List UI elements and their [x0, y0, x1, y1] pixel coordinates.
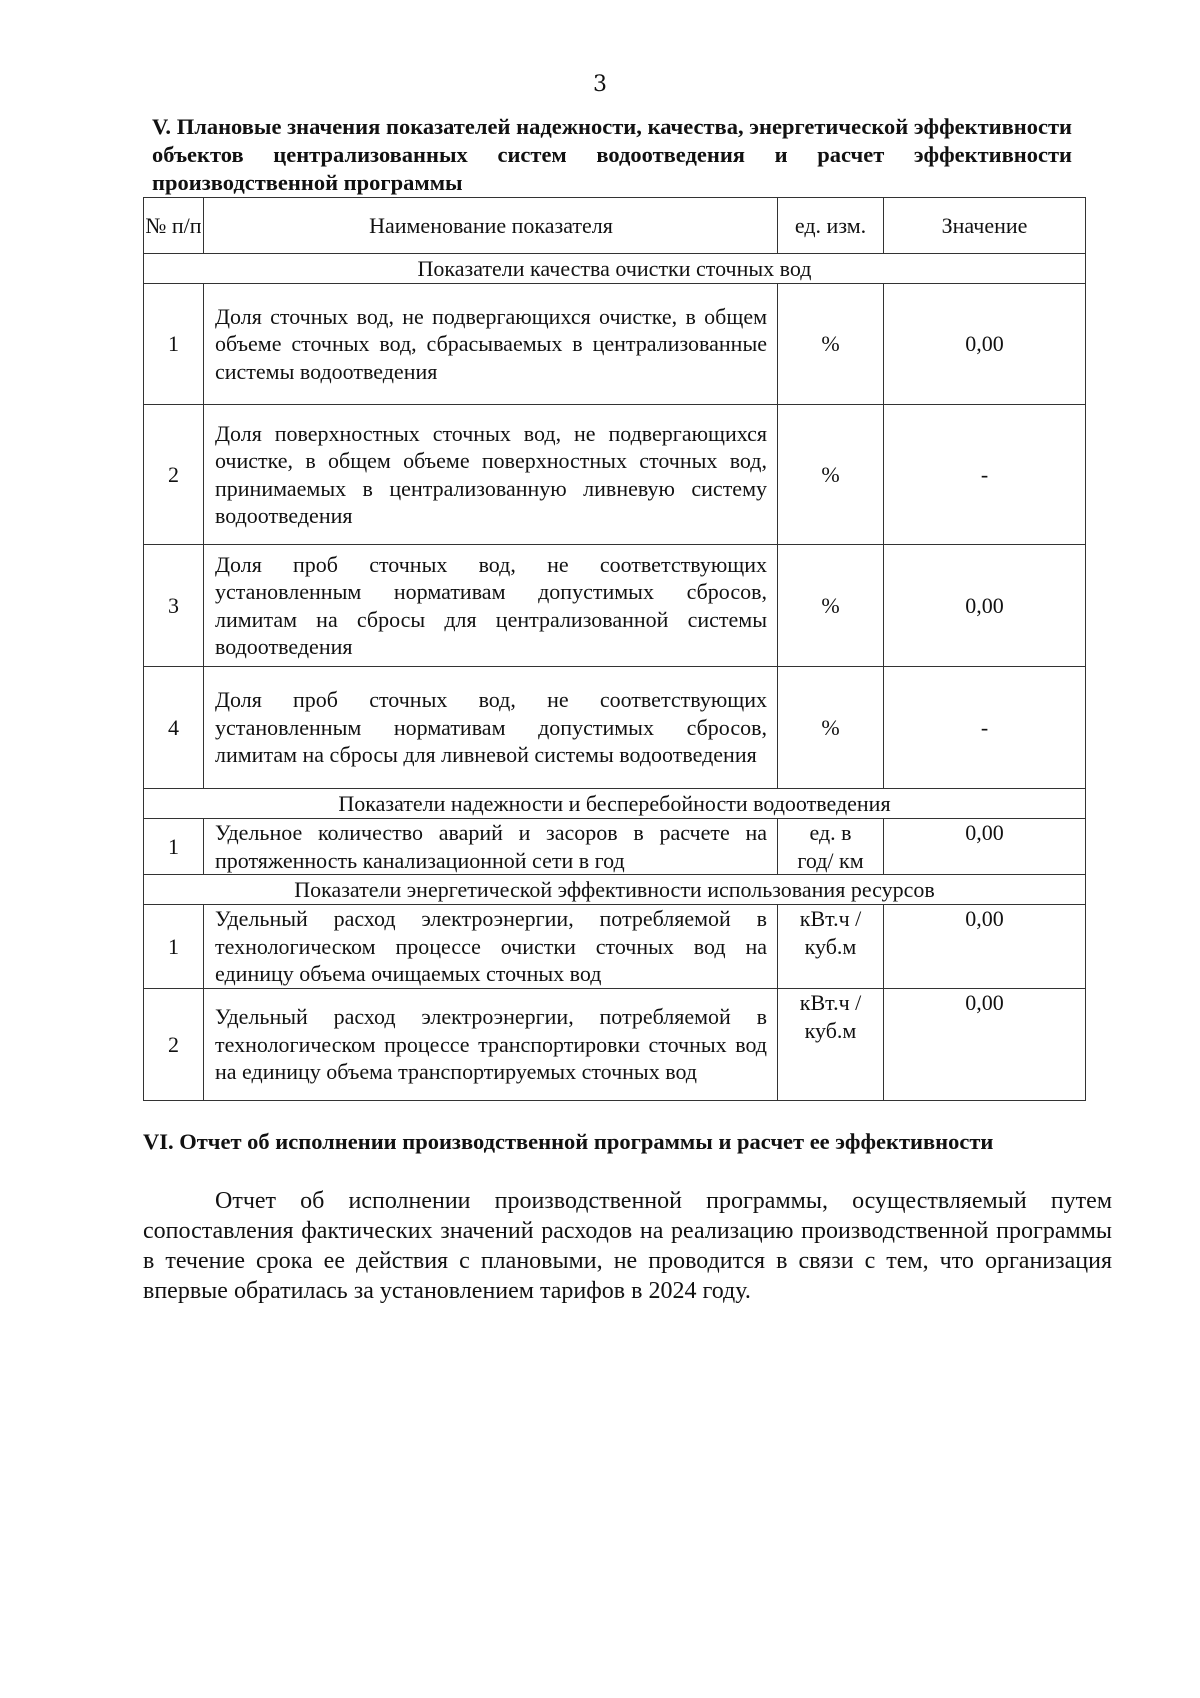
row-name: Доля поверхностных сточных вод, не подвергающихся очистке, в общем объеме поверхностных сточных вод, принимаемых в централизованную ливневую систему водоотведения: [204, 405, 778, 545]
group-row-reliability: [144, 789, 1086, 819]
row-value: -: [884, 405, 1086, 545]
row-name: Удельный расход электроэнергии, потребляемой в технологическом процессе очистки сточных вод на единицу объема очищаемых сточных вод: [204, 905, 778, 989]
row-unit: %: [778, 667, 884, 789]
row-num: 1: [144, 284, 204, 405]
section6-title: VI. Отчет об исполнении производственной программы и расчет ее эффективности: [143, 1129, 994, 1154]
row-value: -: [884, 667, 1086, 789]
row-value: 0,00: [884, 819, 1086, 875]
row-name: Удельный расход электроэнергии, потребляемой в технологическом процессе транспортировки сточных вод на единицу объема транспортируемых сточных вод: [204, 989, 778, 1101]
table-row: [144, 989, 1086, 1101]
table-header-row: [144, 198, 1086, 254]
header-num: № п/п: [144, 198, 204, 254]
table-row: [144, 545, 1086, 667]
row-num: 2: [144, 405, 204, 545]
indicators-table: [143, 197, 1086, 1101]
row-name: Удельное количество аварий и засоров в расчете на протяженность канализационной сети в год: [204, 819, 778, 875]
group-row-energy: [144, 875, 1086, 905]
row-unit: кВт.ч / куб.м: [778, 989, 884, 1101]
row-num: 4: [144, 667, 204, 789]
row-unit: %: [778, 284, 884, 405]
row-unit: ед. в год/ км: [778, 819, 884, 875]
row-name: Доля сточных вод, не подвергающихся очистке, в общем объеме сточных вод, сбрасываемых в централизованные системы водоотведения: [204, 284, 778, 405]
group-title: Показатели качества очистки сточных вод: [144, 254, 1086, 284]
page-number: 3: [593, 72, 607, 97]
group-row-quality: [144, 254, 1086, 284]
group-title: Показатели энергетической эффективности использования ресурсов: [144, 875, 1086, 905]
row-name: Доля проб сточных вод, не соответствующих установленным нормативам допустимых сбросов, лимитам на сбросы для ливневой системы водоотведения: [204, 667, 778, 789]
table-row: [144, 905, 1086, 989]
header-value: Значение: [884, 198, 1086, 254]
row-unit: %: [778, 545, 884, 667]
row-value: 0,00: [884, 545, 1086, 667]
header-unit: ед. изм.: [778, 198, 884, 254]
table-row: [144, 284, 1086, 405]
section5-title: V. Плановые значения показателей надежности, качества, энергетической эффективности объектов централизованных систем водоотведения и расчет эффективности производственной программы: [152, 114, 1072, 195]
row-num: 1: [144, 905, 204, 989]
row-value: 0,00: [884, 905, 1086, 989]
row-num: 3: [144, 545, 204, 667]
row-value: 0,00: [884, 989, 1086, 1101]
row-value: 0,00: [884, 284, 1086, 405]
row-name: Доля проб сточных вод, не соответствующих установленным нормативам допустимых сбросов, лимитам на сбросы для централизованной системы водоотведения: [204, 545, 778, 667]
row-num: 1: [144, 819, 204, 875]
group-title: Показатели надежности и бесперебойности водоотведения: [144, 789, 1086, 819]
row-unit: кВт.ч / куб.м: [778, 905, 884, 989]
header-name: Наименование показателя: [204, 198, 778, 254]
section6-paragraph: Отчет об исполнении производственной программы, осуществляемый путем сопоставления фактических значений расходов на реализацию производственной программы в течение срока ее действия с плановыми, не проводится в связи с тем, что организация впервые обратилась за установлением тарифов в 2024 году.: [143, 1188, 1112, 1304]
row-unit: %: [778, 405, 884, 545]
table-row: [144, 667, 1086, 789]
table-row: [144, 405, 1086, 545]
row-num: 2: [144, 989, 204, 1101]
table-row: [144, 819, 1086, 875]
